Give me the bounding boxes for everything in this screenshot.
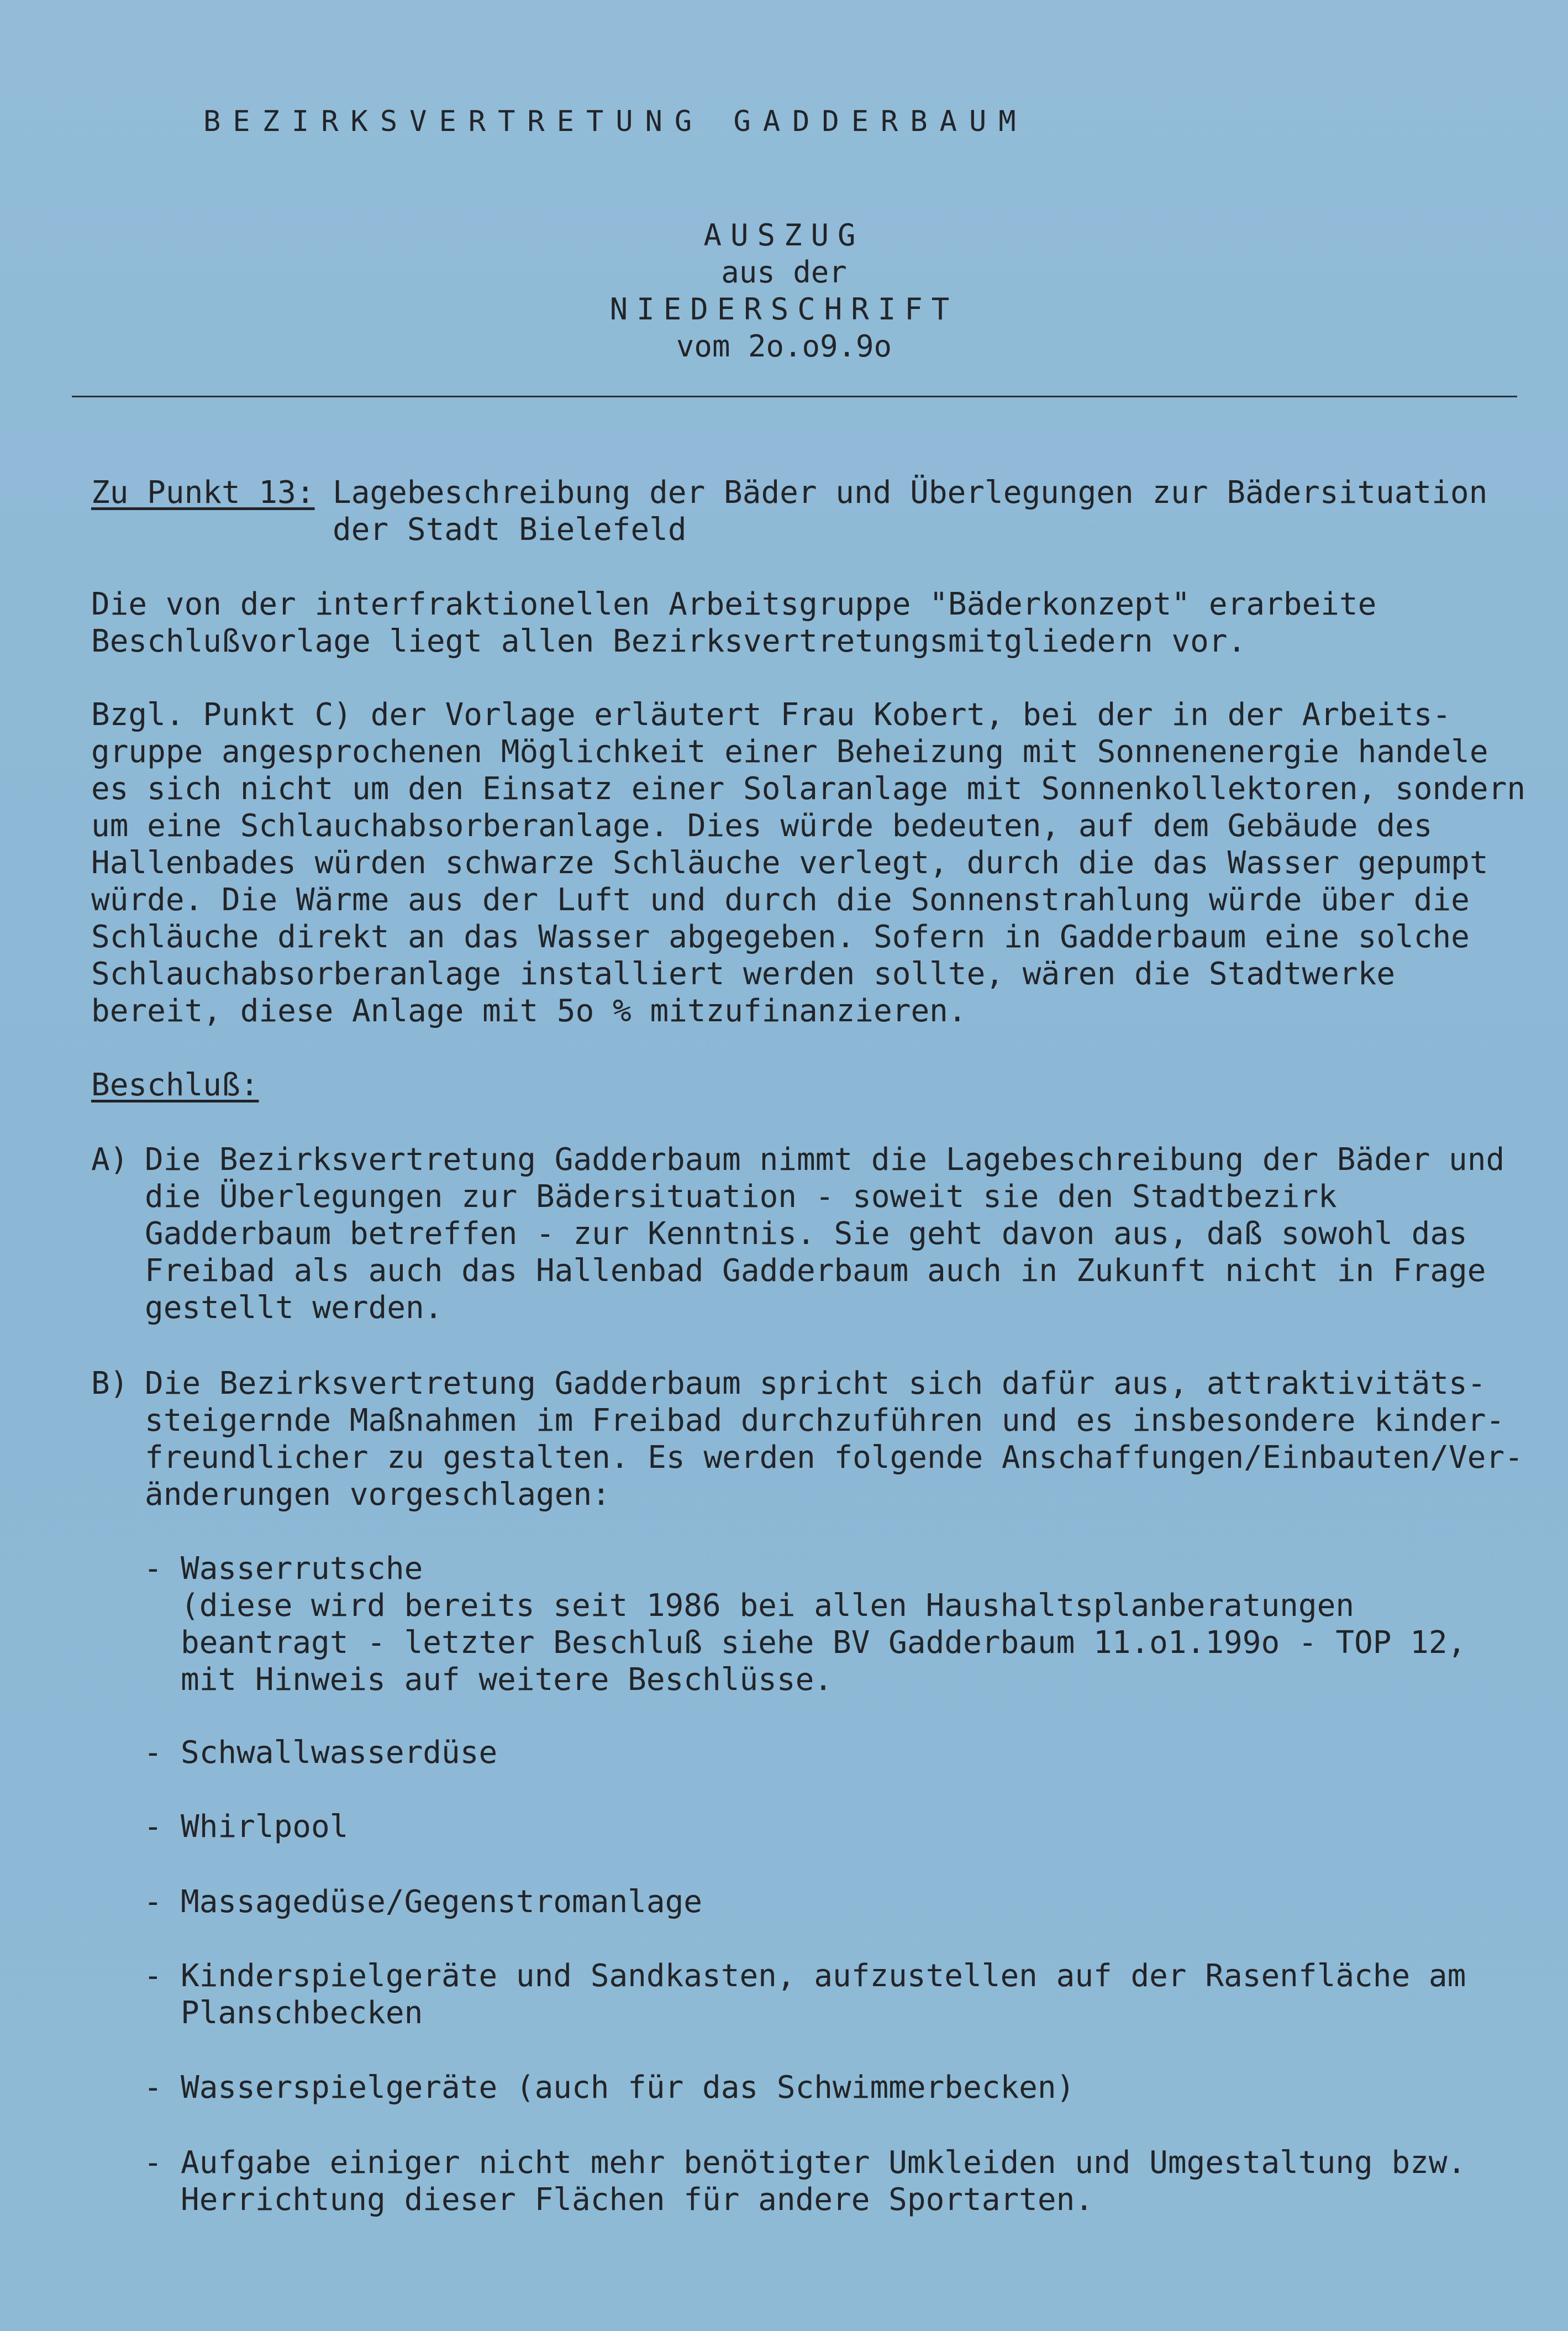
decision-heading — [91, 1067, 259, 1104]
organization-header: BEZIRKSVERTRETUNG GADDERBAUM — [203, 105, 1028, 138]
proposal-dash: - — [144, 1551, 162, 1587]
agenda-title-line: der Stadt Bielefeld — [333, 512, 687, 548]
paragraph-line: würde. Die Wärme aus der Luft und durch die Sonnenstrahlung würde über die — [91, 882, 1470, 918]
proposal-line: mit Hinweis auf weitere Beschlüsse. — [181, 1662, 833, 1698]
meeting-date: vom 2o.o9.9o — [676, 329, 892, 364]
proposal-dash: - — [144, 2070, 162, 2106]
paragraph-line: Beschlußvorlage liegt allen Bezirksvertretungsmitgliedern vor. — [91, 623, 1246, 659]
resolution-marker: B) — [91, 1366, 129, 1401]
resolution-line: steigernde Maßnahmen im Freibad durchzuführen und es insbesondere kinder- — [145, 1403, 1505, 1439]
proposal-line: Planschbecken — [181, 1995, 423, 2031]
resolution-marker: A) — [91, 1142, 129, 1178]
agenda-label: Zu Punkt 13: — [91, 475, 315, 511]
proposal-text — [181, 1734, 497, 1771]
proposal-text — [181, 1550, 1466, 1698]
proposal-line: beantragt - letzter Beschluß siehe BV Gadderbaum 11.o1.199o - TOP 12, — [181, 1625, 1466, 1661]
proposal-line: Massagedüse/Gegenstromanlage — [181, 1884, 703, 1920]
explanation-paragraph — [91, 696, 1525, 1030]
intro-paragraph — [91, 586, 1376, 660]
proposal-line: Wasserspielgeräte (auch für das Schwimmerbecken) — [181, 2070, 1075, 2106]
proposal-line: Aufgabe einiger nicht mehr benötigter Umkleiden und Umgestaltung bzw. — [181, 2145, 1466, 2181]
proposal-text — [181, 1808, 348, 1845]
header-divider — [72, 396, 1517, 397]
paragraph-line: gruppe angesprochenen Möglichkeit einer Beheizung mit Sonnenenergie handele — [91, 734, 1488, 770]
resolution-line: Die Bezirksvertretung Gadderbaum spricht sich dafür aus, attraktivitäts- — [145, 1366, 1486, 1401]
resolution-line: änderungen vorgeschlagen: — [145, 1477, 611, 1513]
proposal-dash: - — [144, 1884, 162, 1920]
title-niederschrift: NIEDERSCHRIFT — [609, 292, 959, 327]
agenda-title — [333, 474, 1568, 548]
proposal-line: Schwallwasserdüse — [181, 1735, 498, 1771]
proposal-text — [181, 2144, 1466, 2218]
resolution-line: Freibad als auch das Hallenbad Gadderbaum auch in Zukunft nicht in Frage — [145, 1253, 1486, 1289]
paragraph-line: Hallenbades würden schwarze Schläuche verlegt, durch die das Wasser gepumpt — [91, 845, 1488, 881]
proposal-text — [181, 2069, 1075, 2106]
document-title-block — [0, 217, 1568, 365]
proposal-dash: - — [144, 1735, 162, 1771]
paragraph-line: Die von der interfraktionellen Arbeitsgruppe "Bäderkonzept" erarbeite — [91, 586, 1377, 622]
proposal-text — [181, 1957, 1466, 2031]
proposal-line: Whirlpool — [181, 1809, 349, 1845]
title-auszug: AUSZUG — [703, 218, 865, 253]
proposal-dash: - — [144, 2145, 162, 2181]
proposal-text — [181, 1883, 702, 1920]
agenda-item — [91, 474, 1488, 548]
resolution-text — [145, 1365, 1523, 1513]
resolution-line: Die Bezirksvertretung Gadderbaum nimmt die Lagebeschreibung der Bäder und — [145, 1142, 1505, 1178]
proposal-dash: - — [144, 1958, 162, 1994]
paragraph-line: um eine Schlauchabsorberanlage. Dies würde bedeuten, auf dem Gebäude des — [91, 808, 1433, 844]
proposal-line: Herrichtung dieser Flächen für andere Sportarten. — [181, 2182, 1094, 2218]
resolution-line: die Überlegungen zur Bädersituation - soweit sie den Stadtbezirk — [145, 1179, 1337, 1215]
proposal-line: Wasserrutsche — [181, 1551, 423, 1587]
decision-heading-word: Beschluß — [91, 1067, 240, 1103]
paragraph-line: Bzgl. Punkt C) der Vorlage erläutert Frau Kobert, bei der in der Arbeits- — [91, 697, 1451, 733]
proposal-dash: - — [144, 1809, 162, 1845]
paragraph-line: bereit, diese Anlage mit 5o % mitzufinanzieren. — [91, 993, 967, 1029]
resolution-line: Gadderbaum betreffen - zur Kenntnis. Sie geht davon aus, daß sowohl das — [145, 1216, 1467, 1252]
resolution-text — [145, 1141, 1504, 1326]
resolution-line: freundlicher zu gestalten. Es werden folgende Anschaffungen/Einbauten/Ver- — [145, 1440, 1523, 1476]
paragraph-line: Schläuche direkt an das Wasser abgegeben. Sofern in Gadderbaum eine solche — [91, 919, 1470, 955]
proposal-line: (diese wird bereits seit 1986 bei allen Haushaltsplanberatungen — [181, 1588, 1355, 1624]
decision-heading-suffix: : — [240, 1067, 259, 1103]
paragraph-line: Schlauchabsorberanlage installiert werden sollte, wären die Stadtwerke — [91, 956, 1396, 992]
paragraph-line: es sich nicht um den Einsatz einer Solaranlage mit Sonnenkollektoren, sondern — [91, 771, 1526, 807]
title-aus-der: aus der — [721, 255, 847, 290]
proposal-line: Kinderspielgeräte und Sandkasten, aufzustellen auf der Rasenfläche am — [181, 1958, 1466, 1994]
resolution-line: gestellt werden. — [145, 1290, 443, 1326]
agenda-title-line: Lagebeschreibung der Bäder und Überlegungen zur Bädersituation — [333, 475, 1488, 511]
